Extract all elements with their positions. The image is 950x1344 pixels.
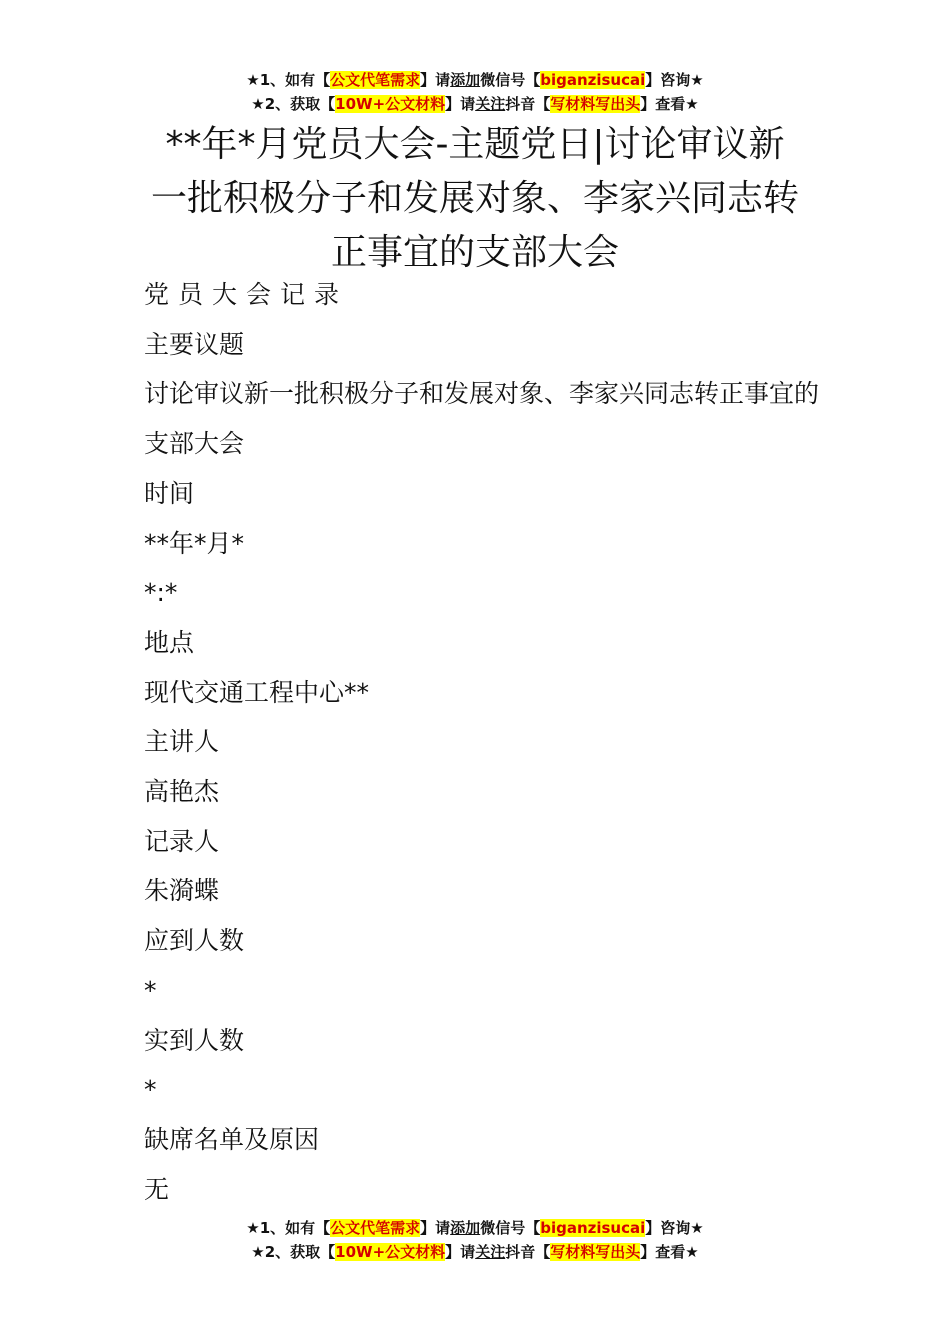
ad-text: 微信号【 <box>480 1219 541 1237</box>
ad-line-1 <box>0 68 950 92</box>
star-icon: ★ <box>251 1243 265 1261</box>
star-icon: ★ <box>246 1219 260 1237</box>
ad-highlight: 写材料写出头 <box>550 1243 641 1261</box>
ad-text: 】查看 <box>640 1243 686 1261</box>
star-icon: ★ <box>246 71 260 89</box>
ad-text: 抖音【 <box>505 95 551 113</box>
expected-count-value: * <box>144 975 157 1005</box>
ad-highlight: biganzisucai <box>540 1219 646 1237</box>
ad-underline-text: 关注 <box>475 95 506 113</box>
ad-text: 】请 <box>445 1243 476 1261</box>
ad-text: 】请 <box>420 71 451 89</box>
ad-line-2 <box>0 1240 950 1264</box>
ad-underline-text: 关注 <box>475 1243 506 1261</box>
ad-text: 2、获取【 <box>264 1243 336 1261</box>
star-icon: ★ <box>251 95 265 113</box>
ad-text: 】查看 <box>640 95 686 113</box>
time-clock: *:* <box>144 578 178 608</box>
time-label: 时间 <box>144 478 195 508</box>
ad-line-1 <box>0 1216 950 1240</box>
ad-text: 】请 <box>445 95 476 113</box>
absent-label: 缺席名单及原因 <box>144 1124 320 1154</box>
ad-text: 抖音【 <box>505 1243 551 1261</box>
ad-highlight: 10W+公文材料 <box>335 1243 446 1261</box>
ad-text: 】请 <box>420 1219 451 1237</box>
ad-highlight: 公文代笔需求 <box>330 71 421 89</box>
ad-underline-text: 添加 <box>450 71 481 89</box>
speaker-label: 主讲人 <box>144 727 220 757</box>
ad-highlight: biganzisucai <box>540 71 646 89</box>
absent-value: 无 <box>144 1174 170 1204</box>
ad-text: 】咨询 <box>645 1219 691 1237</box>
record-heading: 党员大会记录 <box>144 280 349 309</box>
star-icon: ★ <box>690 1219 704 1237</box>
actual-count-value: * <box>144 1075 157 1105</box>
ad-highlight: 写材料写出头 <box>550 95 641 113</box>
ad-text: 2、获取【 <box>264 95 336 113</box>
ad-text: 】咨询 <box>645 71 691 89</box>
ad-underline-text: 添加 <box>450 1219 481 1237</box>
ad-text: 微信号【 <box>480 71 541 89</box>
star-icon: ★ <box>685 95 699 113</box>
recorder-value: 朱漪蝶 <box>144 876 220 906</box>
speaker-value: 高艳杰 <box>144 777 220 807</box>
topic-value: 讨论审议新一批积极分子和发展对象、李家兴同志转正事宜的支部大会 <box>144 379 820 459</box>
ad-line-2 <box>0 92 950 116</box>
place-label: 地点 <box>144 627 195 657</box>
bottom-ad-banner <box>0 1216 950 1264</box>
place-value: 现代交通工程中心** <box>144 677 370 707</box>
ad-highlight: 公文代笔需求 <box>330 1219 421 1237</box>
ad-text: 1、如有【 <box>259 1219 331 1237</box>
expected-count-label: 应到人数 <box>144 926 245 956</box>
document-body <box>144 270 824 1214</box>
star-icon: ★ <box>685 1243 699 1261</box>
star-icon: ★ <box>690 71 704 89</box>
topic-label: 主要议题 <box>144 329 245 359</box>
actual-count-label: 实到人数 <box>144 1025 245 1055</box>
ad-highlight: 10W+公文材料 <box>335 95 446 113</box>
time-date: **年*月* <box>144 528 245 558</box>
top-ad-banner <box>0 68 950 116</box>
ad-text: 1、如有【 <box>259 71 331 89</box>
document-title: **年*月党员大会-主题党日|讨论审议新一批积极分子和发展对象、李家兴同志转正事宜的支部大会 <box>150 124 799 273</box>
recorder-label: 记录人 <box>144 826 220 856</box>
